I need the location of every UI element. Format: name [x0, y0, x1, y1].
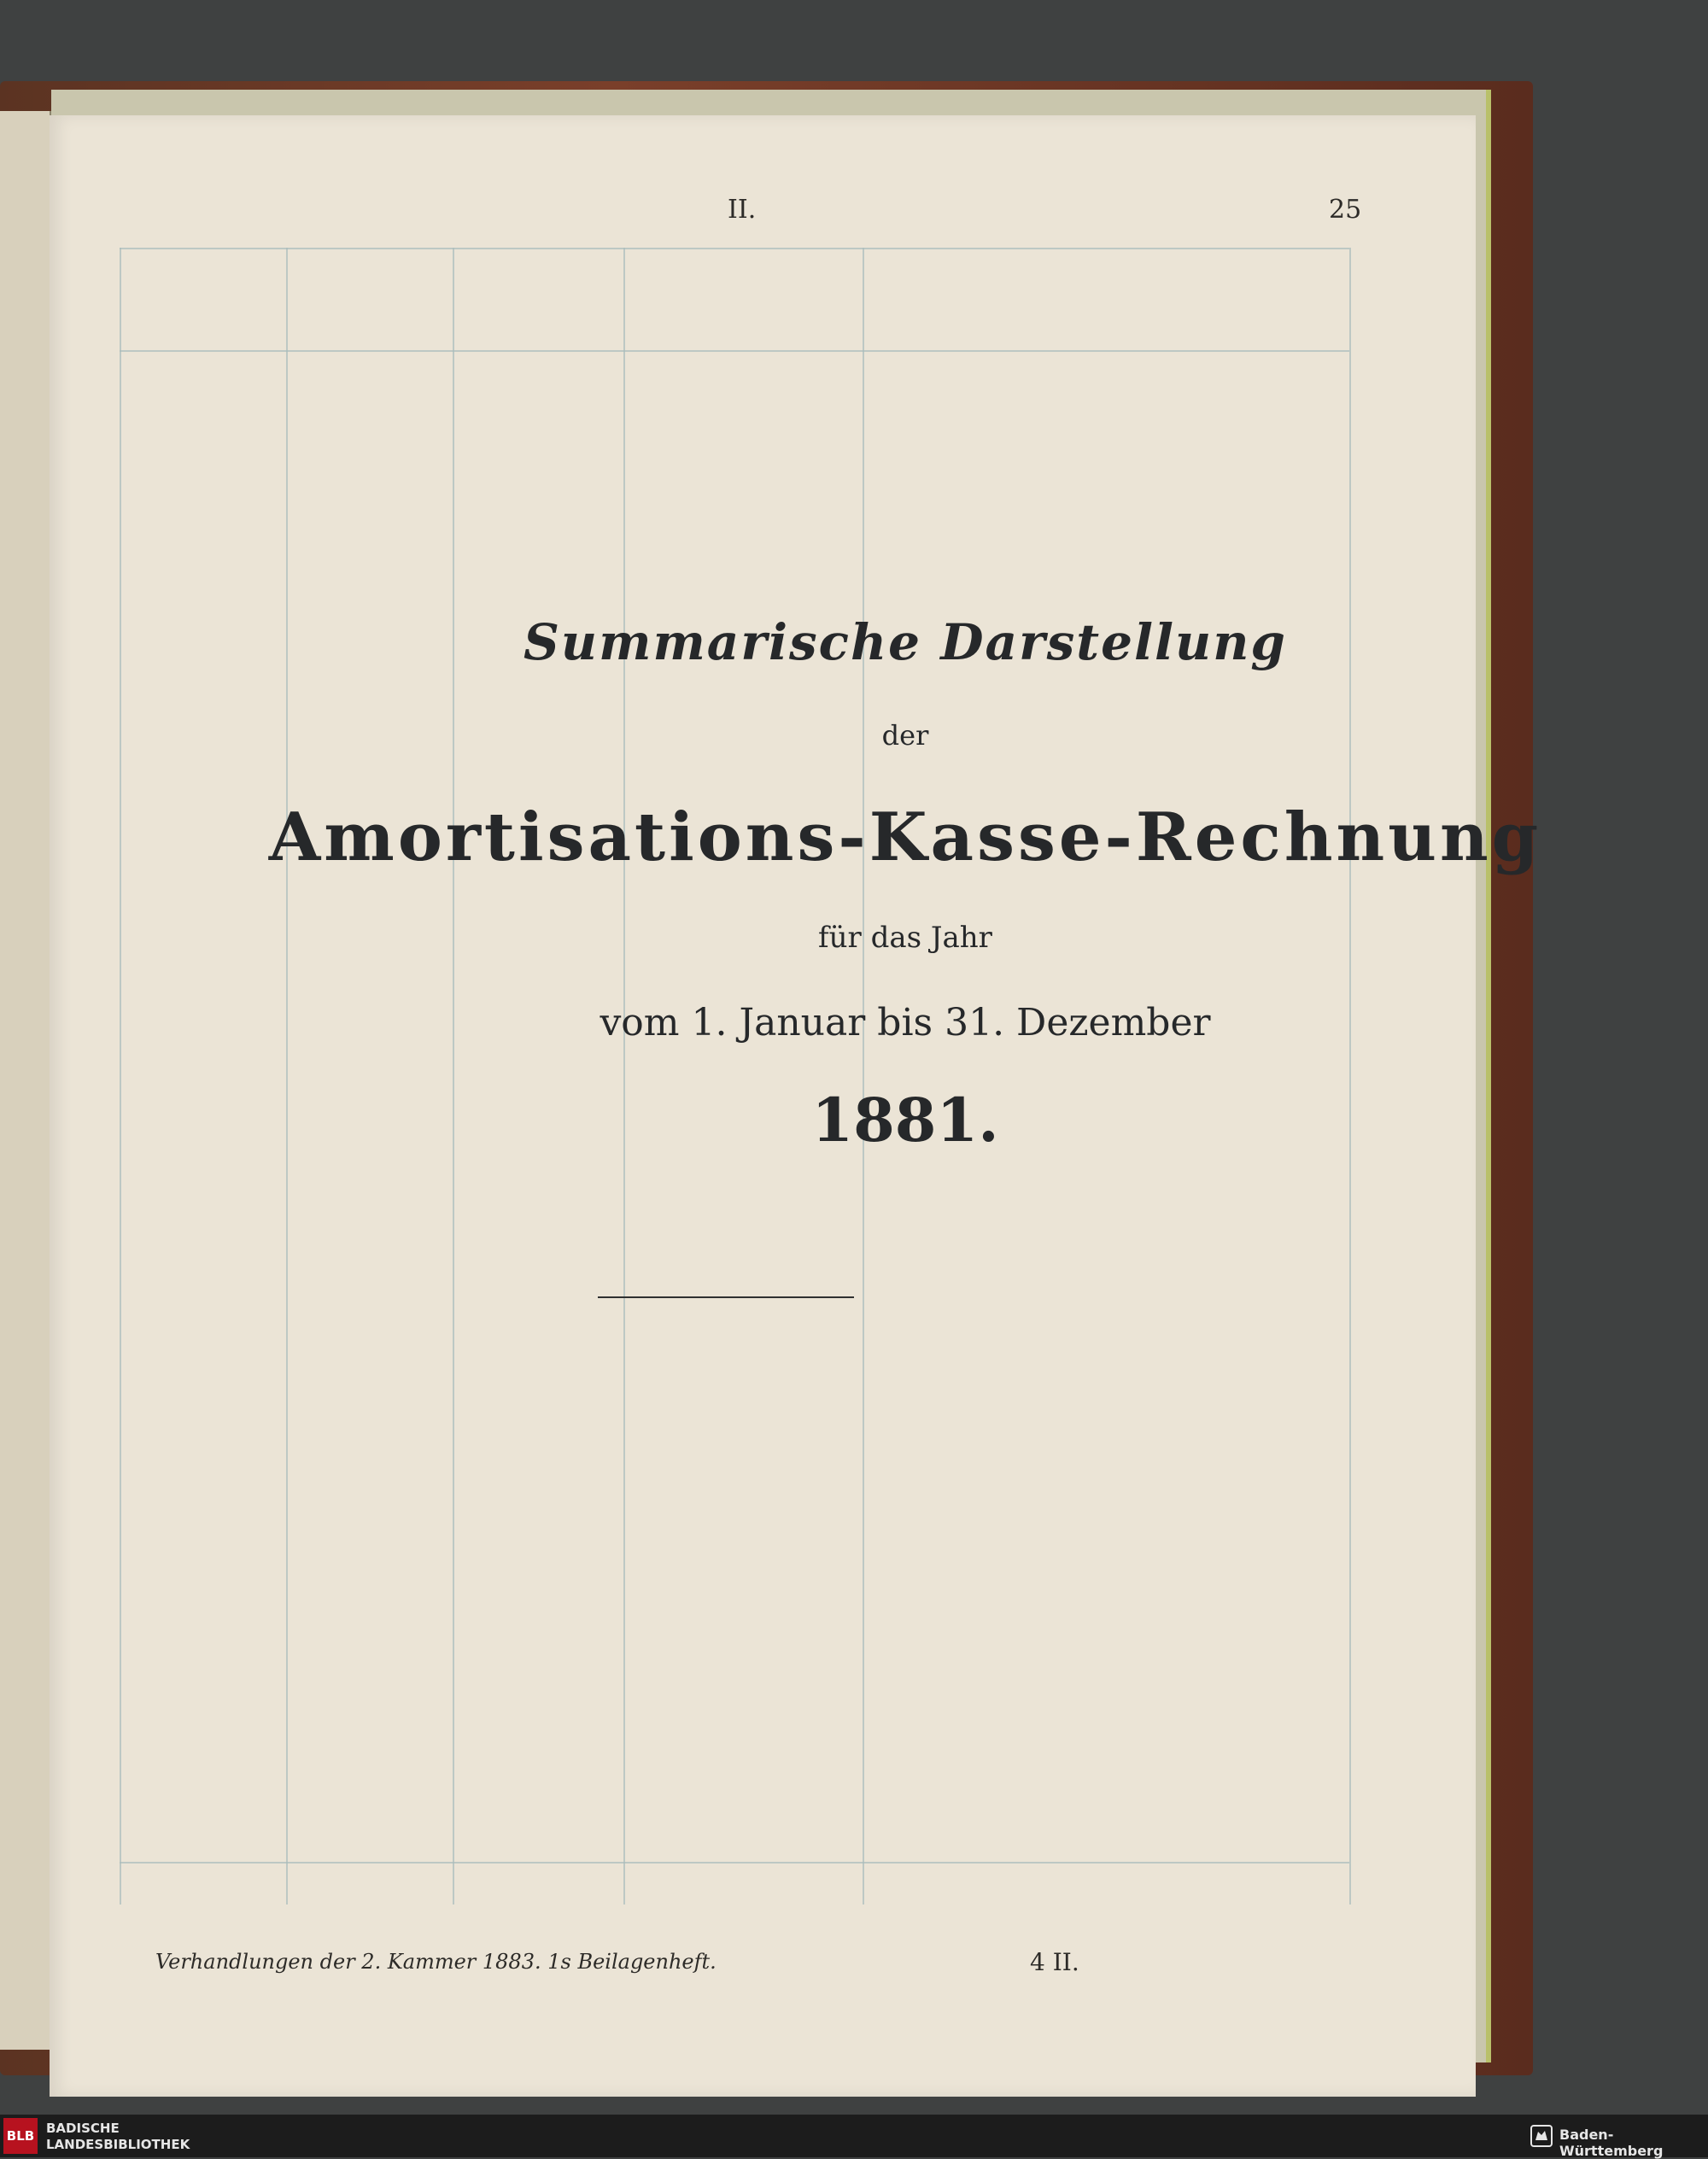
title-line-jahr: für das Jahr [818, 921, 992, 955]
title-year: 1881. [811, 1085, 999, 1156]
baden-wuerttemberg-lion-icon[interactable] [1530, 2125, 1553, 2147]
partner-name[interactable]: Baden-Württemberg [1559, 2127, 1664, 2159]
title-main: Amortisations-Kasse-Rechnung [268, 799, 1542, 876]
blb-logo-icon[interactable]: BLB [3, 2118, 38, 2154]
title-line-dates: vom 1. Januar bis 31. Dezember [600, 1001, 1211, 1044]
page-number: 25 [1329, 195, 1362, 225]
title-line-der: der [881, 719, 929, 752]
viewer-banner [0, 2115, 1708, 2157]
part-numeral: II. [728, 195, 757, 225]
library-name[interactable] [46, 2121, 190, 2153]
library-name-line1: BADISCHE [46, 2121, 120, 2136]
left-page-edge [0, 111, 51, 2050]
footer-source: Verhandlungen der 2. Kammer 1883. 1s Beilagenheft. [155, 1950, 717, 1974]
library-name-line2: LANDESBIBLIOTHEK [46, 2137, 190, 2152]
divider-rule [598, 1296, 854, 1298]
title-line-summarische: Summarische Darstellung [524, 613, 1287, 671]
bleed-through-table [120, 248, 1349, 1904]
footer-signature: 4 II. [1030, 1948, 1079, 1976]
